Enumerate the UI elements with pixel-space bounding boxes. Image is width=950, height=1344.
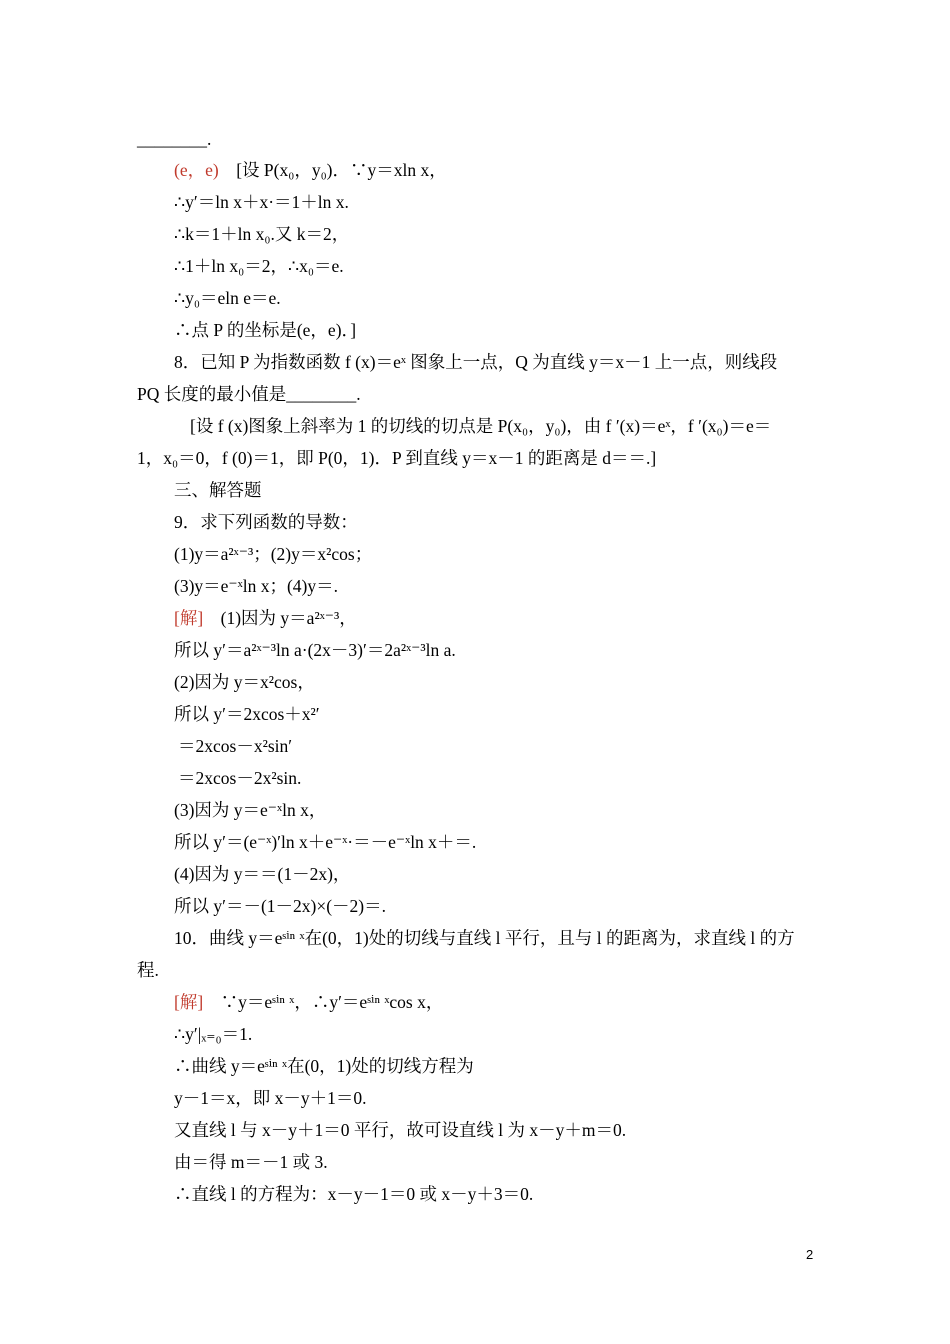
text-line [174,894,386,918]
line-text: ＝2xcos－2x²sin. [178,768,302,788]
line-text: ∴点 P 的坐标是(e，e)．] [174,320,357,340]
text-line [174,478,262,502]
answer-label: [解] [174,608,204,628]
line-text: ＝2xcos－x²sin′ [178,736,293,756]
line-text: (2)因为 y＝x²cos， [174,672,315,692]
text-line [137,127,211,151]
line-text: ∴y′|ₓ₌₀＝1. [174,1024,253,1044]
text-line [174,350,777,374]
line-text: ∴直线 l 的方程为：x－y－1＝0 或 x－y＋3＝0. [174,1184,534,1204]
line-text: (4)因为 y＝＝(1－2x)， [174,864,351,884]
text-line [137,382,361,406]
text-line [174,510,358,534]
line-text: ∴k＝1＋ln x₀.又 k＝2， [174,224,350,244]
text-line [174,702,320,726]
line-text: ∴曲线 y＝eˢⁱⁿ ˣ在(0，1)处的切线方程为 [174,1056,474,1076]
line-text: (1)因为 y＝a²ˣ⁻³， [203,608,357,628]
text-line [174,1022,252,1046]
line-text: ∴y′＝ln x＋x·＝1＋ln x. [174,192,349,212]
text-line [174,190,349,214]
line-text: 所以 y′＝a²ˣ⁻³ln a·(2x－3)′＝2a²ˣ⁻³ln a. [174,640,456,660]
text-line [178,734,292,758]
answer-label: [解] [174,992,204,1012]
text-line [137,446,656,470]
line-text: ∴y₀＝eln e＝e. [174,288,281,308]
text-line [174,222,349,246]
text-line [174,542,372,566]
text-line [174,574,338,598]
text-line [174,318,356,342]
text-line [174,830,476,854]
page-number: 2 [806,1247,814,1262]
text-line [174,1054,474,1078]
text-line [178,766,301,790]
line-text: ________. [137,129,212,149]
line-text: 三、解答题 [174,480,262,500]
text-line [174,862,350,886]
text-line [174,1182,533,1206]
text-line [174,638,456,662]
line-text: 所以 y′＝－(1－2x)×(－2)＝. [174,896,387,916]
text-line [190,414,771,438]
text-line [174,1118,626,1142]
text-line [174,798,326,822]
line-text: 所以 y′＝2xcos＋x²′ [174,704,320,724]
line-text: [设 f (x)图象上斜率为 1 的切线的切点是 P(x₀，y₀)，由 f ′(x)＝eˣ，f ′(x₀)＝e＝ [190,416,772,436]
line-text: 又直线 l 与 x－y＋1＝0 平行，故可设直线 l 为 x－y＋m＝0. [174,1120,627,1140]
line-text: [设 P(x₀，y₀)．∵y＝xln x， [218,160,447,180]
line-text: y－1＝x，即 x－y＋1＝0. [174,1088,367,1108]
text-line [174,286,281,310]
line-text: ∴1＋ln x₀＝2，∴x₀＝e. [174,256,344,276]
line-text: 9．求下列函数的导数： [174,512,358,532]
line-text: 所以 y′＝(e⁻ˣ)′ln x＋e⁻ˣ·＝－e⁻ˣln x＋＝. [174,832,477,852]
text-line [174,1150,328,1174]
line-text: PQ 长度的最小值是________. [137,384,361,404]
line-text: (3)y＝e⁻ˣln x；(4)y＝. [174,576,338,596]
line-text: 1，x₀＝0，f (0)＝1，即 P(0，1)．P 到直线 y＝x－1 的距离是 d＝＝.] [137,448,657,468]
text-line [137,958,159,982]
text-line [174,158,447,182]
text-line [174,926,795,950]
line-text: (1)y＝a²ˣ⁻³；(2)y＝x²cos； [174,544,373,564]
text-line [174,990,443,1014]
text-line [174,254,344,278]
text-line [174,670,315,694]
text-line [174,606,357,630]
line-text: (3)因为 y＝e⁻ˣln x， [174,800,327,820]
text-line [174,1086,367,1110]
line-text: 8．已知 P 为指数函数 f (x)＝eˣ 图象上一点，Q 为直线 y＝x－1 上一点，则线段 [174,352,778,372]
line-text: 10．曲线 y＝eˢⁱⁿ ˣ在(0，1)处的切线与直线 l 平行，且与 l 的距离为，求直线 l 的方 [174,928,795,948]
line-text: ∵y＝eˢⁱⁿ ˣ，∴y′＝eˢⁱⁿ ˣcos x， [203,992,444,1012]
line-text: 由＝得 m＝－1 或 3. [174,1152,328,1172]
answer-label: (e，e) [174,160,219,180]
line-text: 程. [137,960,159,980]
